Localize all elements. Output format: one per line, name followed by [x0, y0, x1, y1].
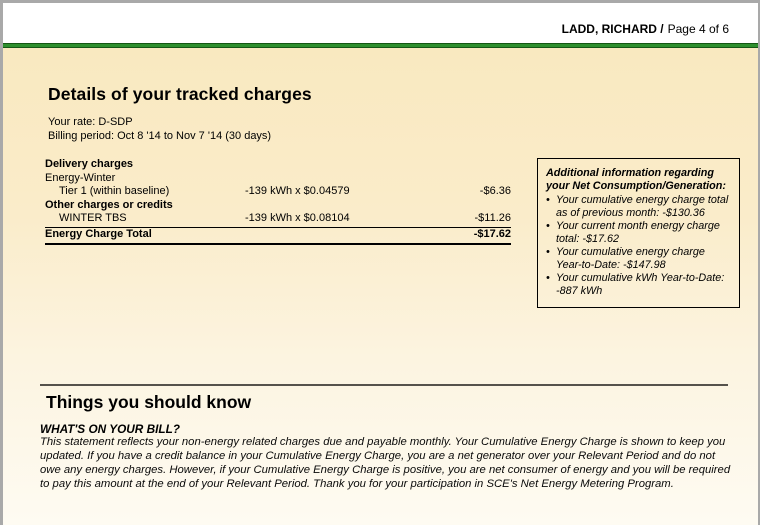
page-header: [3, 3, 758, 43]
table-row-other-charges: [45, 199, 511, 213]
table-row-winter-tbs: [45, 212, 511, 228]
row-calculation: -139 kWh x $0.08104: [245, 212, 350, 225]
table-row-delivery-charges: [45, 158, 511, 172]
table-row-tier1: [45, 185, 511, 199]
charges-table: [45, 158, 511, 245]
things-to-know-title: Things you should know: [46, 392, 252, 412]
row-label: Energy-Winter: [45, 171, 116, 184]
table-row-energy-winter: [45, 172, 511, 186]
page-indicator: Page 4 of 6: [667, 22, 729, 36]
row-label: WINTER TBS: [59, 212, 127, 225]
bill-explanation-paragraph: This statement reflects your non-energy related charges due and payable monthly. Your Cumulative Energy Charge is shown to keep you updated. If you have a credit balance in your Cumulative Energy Charge, you are a net generator over your Relevant Period and do not owe any energy charges. However, if your Cumulative Energy Charge is positive, you are net consumer of energy and you will be required to pay this amount at the end of your Relevant Period. Thank you for your participation in SCE's Net Energy Metering Program.: [40, 436, 731, 490]
header-customer-page-info: [562, 22, 729, 36]
row-label: Energy Charge Total: [45, 227, 152, 240]
row-calculation: [245, 228, 431, 242]
info-box-bullet: • Your cumulative kWh Year-to-Date: -887 kWh: [546, 272, 731, 298]
whats-on-your-bill-heading: WHAT'S ON YOUR BILL?: [40, 422, 180, 436]
rate-line: Your rate: D-SDP: [48, 116, 133, 128]
info-box-bullet: • Your current month energy charge total: -$17.62: [546, 220, 731, 246]
tracked-charges-title: Details of your tracked charges: [48, 84, 312, 104]
info-box-bullet: • Your cumulative energy charge Year-to-Date: -$147.98: [546, 246, 731, 272]
row-label: Delivery charges: [45, 158, 134, 170]
row-label: Tier 1 (within baseline): [59, 185, 170, 198]
net-consumption-info-box: [537, 158, 740, 308]
row-calculation: -139 kWh x $0.04579: [245, 185, 350, 198]
customer-name: LADD, RICHARD /: [561, 22, 664, 36]
table-row-energy-charge-total: [45, 228, 511, 245]
billing-period-line: Billing period: Oct 8 '14 to Nov 7 '14 (30 days): [48, 129, 272, 142]
row-amount: -$11.26: [474, 212, 511, 225]
section-divider-rule: [40, 384, 728, 386]
rate-info: [48, 116, 271, 143]
info-box-bullet-list: [546, 194, 731, 298]
row-amount: -$17.62: [473, 227, 511, 240]
info-box-title: Additional information regarding your Net Consumption/Generation:: [546, 167, 726, 192]
info-box-bullet: • Your cumulative energy charge total as of previous month: -$130.36: [546, 194, 731, 220]
bill-body: [3, 48, 758, 525]
row-label: Other charges or credits: [45, 198, 173, 211]
row-amount: -$6.36: [479, 185, 511, 198]
